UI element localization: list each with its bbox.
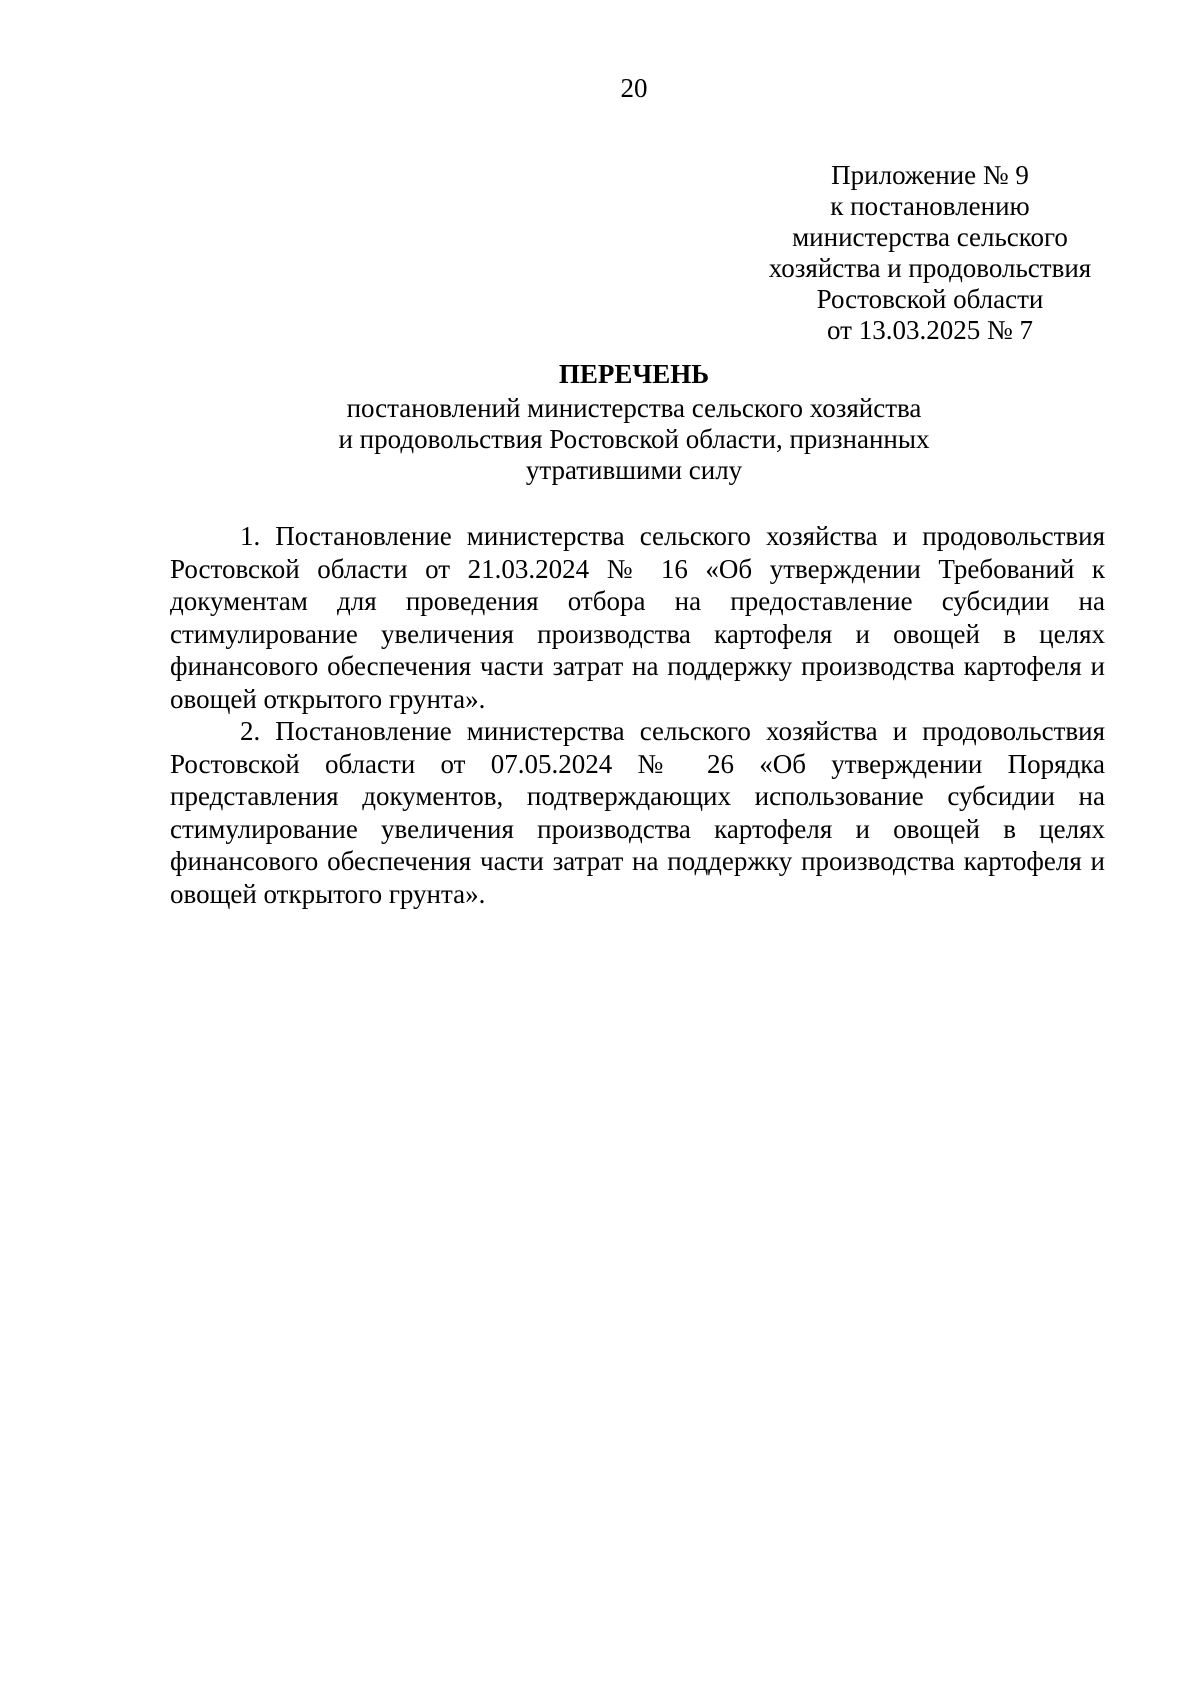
appendix-line: министерства сельского: [792, 222, 1068, 252]
subtitle-line: постановлений министерства сельского хозяйства: [346, 393, 922, 423]
subtitle-line: утратившими силу: [525, 455, 743, 485]
page-number: 20: [620, 73, 648, 103]
document-title: ПЕРЕЧЕНЬ: [558, 359, 710, 389]
appendix-line: к постановлению: [830, 191, 1030, 221]
subtitle-line: и продовольствия Ростовской области, признанных: [338, 424, 930, 454]
list-item: 1. Постановление министерства сельского хозяйства и продовольствия Ростовской области от 21.03.2024 № 16 «Об утверждении Требований к документам для проведения отбора на предоставление субсидии на стимулирование увеличения производства картофеля и овощей в целях финансового обеспечения части затрат на поддержку производства картофеля и овощей открытого грунта».: [170, 521, 1105, 714]
appendix-line: хозяйства и продовольствия: [768, 253, 1092, 283]
appendix-line: Ростовской области: [816, 284, 1044, 314]
appendix-block: [740, 160, 1120, 346]
appendix-line: от 13.03.2025 № 7: [827, 315, 1033, 345]
document-heading: [0, 358, 1200, 486]
appendix-line: Приложение № 9: [831, 160, 1029, 190]
resolution-list: [170, 520, 1105, 910]
list-item: 2. Постановление министерства сельского хозяйства и продовольствия Ростовской области от 07.05.2024 № 26 «Об утверждении Порядка представления документов, подтверждающих использование субсидии на стимулирование увеличения производства картофеля и овощей в целях финансового обеспечения части затрат на поддержку производства картофеля и овощей открытого грунта».: [170, 716, 1105, 909]
document-subtitle: [0, 393, 1200, 486]
